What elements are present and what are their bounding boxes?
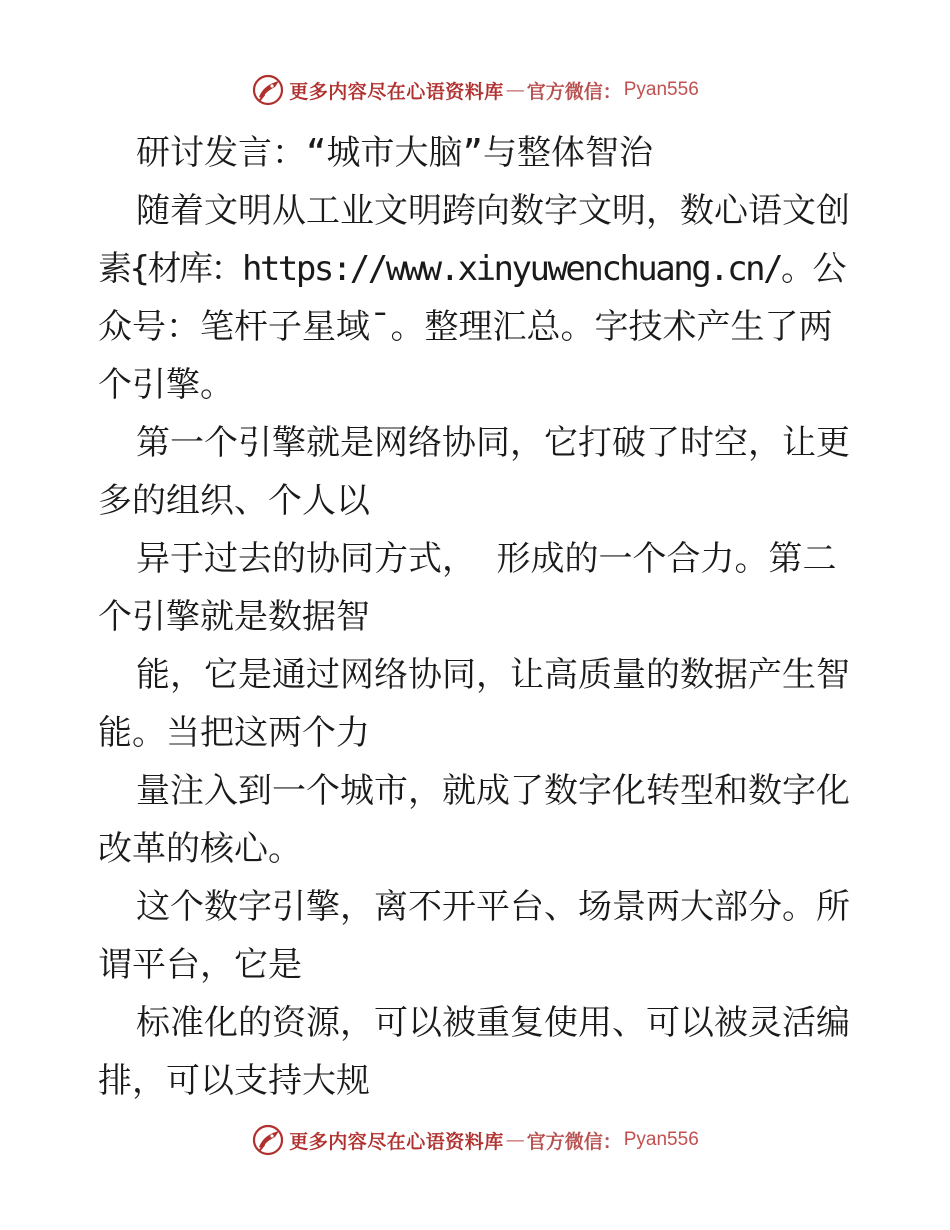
header-wechat-label: 官方微信： [526,80,622,103]
pen-logo-icon [251,73,285,107]
text-line: 第一个引擎就是网络协同，它打破了时空，让更 [136,423,850,463]
text-line: 众号：笔杆子星域¯。整理汇总。字技术产生了两 [98,307,833,347]
header-site-name: 更多内容尽在心语资料库 [289,80,504,103]
footer-banner-text [289,1127,699,1154]
text-line: 改革的核心。 [98,829,302,869]
footer-wechat-label: 官方微信： [526,1130,622,1153]
text-line: 个引擎就是数据智 [98,597,370,637]
text-line: 排，可以支持大规 [98,1061,370,1101]
text-line: 多的组织、个人以 [98,481,370,521]
text-line: 能，它是通过网络协同，让高质量的数据产生智 [136,655,850,695]
text-line: 素{材库：https://www.xinyuwenchuang.cn/。公 [98,249,845,289]
text-line: 能。当把这两个力 [98,713,370,753]
footer-banner [0,1120,950,1160]
text-line: 随着文明从工业文明跨向数字文明，数心语文创 [136,191,850,231]
document-body [98,124,858,1110]
pen-logo-icon [251,1123,285,1157]
footer-site-name: 更多内容尽在心语资料库 [289,1130,504,1153]
footer-separator: — [505,1129,525,1151]
header-wechat-id: Pyan556 [623,79,699,100]
text-line: 个引擎。 [98,365,234,405]
text-line: 量注入到一个城市，就成了数字化转型和数字化 [136,771,850,811]
header-separator: — [505,79,525,101]
text-line: 这个数字引擎，离不开平台、场景两大部分。所 [136,887,850,927]
footer-wechat-id: Pyan556 [623,1129,699,1150]
document-title: 研讨发言：“城市大脑”与整体智治 [136,133,653,173]
header-banner [0,70,950,110]
text-line: 标准化的资源，可以被重复使用、可以被灵活编 [136,1003,850,1043]
text-line: 谓平台，它是 [98,945,302,985]
header-banner-text [289,77,699,104]
text-line: 异于过去的协同方式， 形成的一个合力。第二 [136,539,837,579]
